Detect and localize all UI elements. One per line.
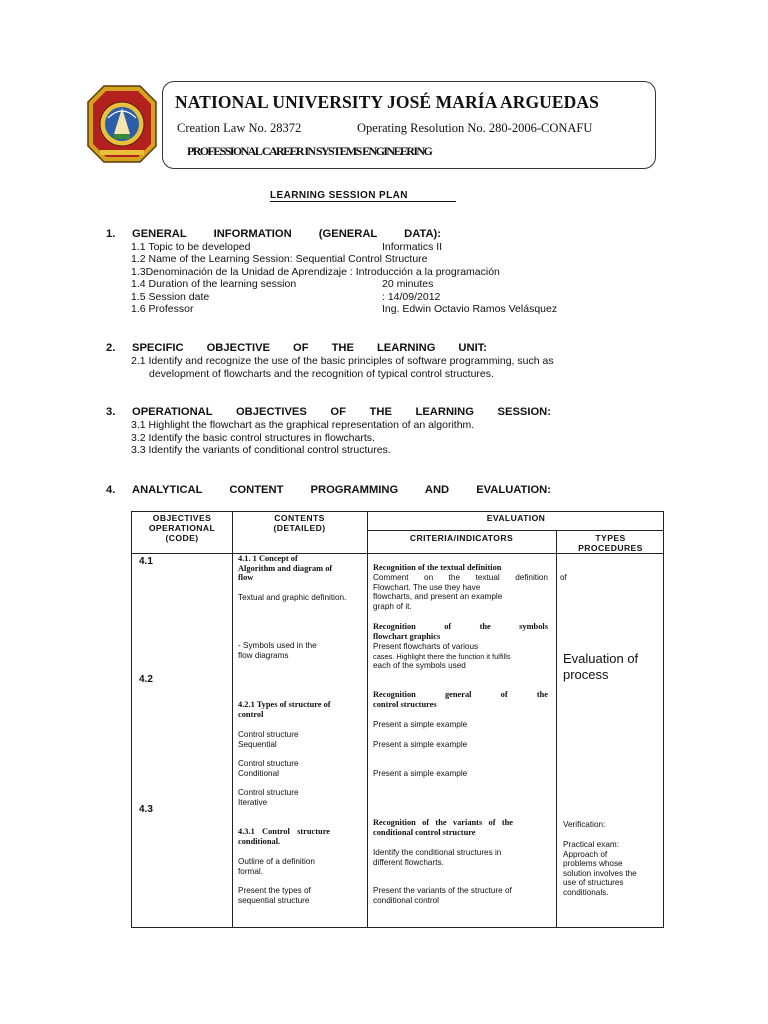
evaluation-of-process: Evaluation of process [563, 651, 639, 682]
criteria-example: Present a simple example [373, 740, 468, 749]
header-evaluation: EVALUATION [486, 513, 546, 523]
criteria-symbols-title: Recognition of the symbols flowchart graphics [373, 622, 548, 641]
content-symbols: - Symbols used in the flow diagrams [238, 641, 317, 660]
header-objectives: OBJECTIVES OPERATIONAL (CODE) [148, 513, 216, 543]
section-4-heading [106, 484, 551, 496]
section-2-heading [106, 342, 487, 354]
section-title: GENERAL INFORMATION (GENERAL DATA): [132, 228, 441, 240]
creation-law: Creation Law No. 28372 [177, 121, 302, 135]
info-label: 1.2 Name of the Learning Session: Sequential Control Structure [131, 253, 428, 265]
criteria-present-variants: Present the variants of the structure of conditional control [373, 886, 512, 905]
content-types-title: 4.2.1 Types of structure of control [238, 700, 331, 719]
criteria-symbols-text: Present flowcharts of various cases. Highlight there the function it fulfills each of the symbols used [373, 642, 511, 671]
criteria-textual-title: Recognition of the textual definition [373, 563, 502, 572]
university-seal-logo [86, 84, 158, 164]
objective-code: 4.1 [139, 556, 153, 567]
objective-line: 3.2 Identify the basic control structures in flowcharts. [131, 432, 375, 444]
section-title: OPERATIONAL OBJECTIVES OF THE LEARNING SESSION: [132, 406, 551, 418]
section-title: SPECIFIC OBJECTIVE OF THE LEARNING UNIT: [132, 342, 487, 354]
info-label: 1.4 Duration of the learning session [131, 278, 297, 290]
objective-code: 4.2 [139, 674, 153, 685]
operating-resolution: Operating Resolution No. 280-2006-CONAFU [357, 121, 593, 135]
verification-label: Verification: [563, 820, 606, 829]
objective-code: 4.3 [139, 804, 153, 815]
objective-line: 3.3 Identify the variants of conditional control structures. [131, 444, 391, 456]
objective-line: 3.1 Highlight the flowchart as the graphical representation of an algorithm. [131, 419, 475, 431]
content-sequential: Control structure Sequential [238, 730, 299, 749]
criteria-example: Present a simple example [373, 720, 468, 729]
info-label: 1.5 Session date [131, 291, 210, 303]
content-present-types: Present the types of sequential structure [238, 886, 311, 905]
info-label: 1.6 Professor [131, 303, 194, 315]
section-title: ANALYTICAL CONTENT PROGRAMMING AND EVALUATION: [132, 484, 551, 496]
content-definition: Outline of a definition formal. [238, 857, 315, 876]
content-text: Textual and graphic definition. [238, 593, 347, 602]
content-iterative: Control structure Iterative [238, 788, 299, 807]
university-name: NATIONAL UNIVERSITY JOSÉ MARÍA ARGUEDAS [175, 92, 599, 112]
criteria-identify: Identify the conditional structures in different flowcharts. [373, 848, 502, 867]
content-conditional: Control structure Conditional [238, 759, 299, 778]
section-1-heading [106, 228, 441, 240]
section-number: 3. [106, 406, 116, 418]
criteria-of: of [560, 573, 567, 582]
header-contents: CONTENTS (DETAILED) [273, 513, 326, 533]
header-types: TYPES PROCEDURES [578, 533, 643, 553]
objective-line: development of flowcharts and the recognition of typical control structures. [149, 368, 494, 380]
criteria-example: Present a simple example [373, 769, 468, 778]
criteria-variants-title: Recognition of the variants of the conditional control structure [373, 818, 513, 837]
document-title: LEARNING SESSION PLAN [270, 190, 456, 202]
section-number: 2. [106, 342, 116, 354]
info-value: Informatics II [382, 241, 443, 253]
section-number: 4. [106, 484, 116, 496]
criteria-textual-text: Comment on the textual definition Flowchart. The use they have flowcharts, and present an example graph of it. [373, 573, 548, 611]
info-label: 1.1 Topic to be developed [131, 241, 251, 253]
header-box [162, 81, 656, 169]
content-conditional-title: 4.3.1 Control structure conditional. [238, 827, 330, 846]
content-concept-title: 4.1. 1 Concept of Algorithm and diagram of flow [238, 554, 333, 583]
info-label: 1.3Denominación de la Unidad de Aprendizaje : Introducción a la programación [131, 266, 500, 278]
practical-exam: Practical exam: Approach of problems whose solution involves the use of structures conditionals. [563, 840, 637, 897]
info-value: : 14/09/2012 [382, 291, 441, 303]
evaluation-table [131, 511, 664, 928]
criteria-general-title: Recognition general of the control structures [373, 690, 548, 709]
career-name: PROFESSIONAL CAREER IN SYSTEMS ENGINEERING [187, 144, 432, 158]
header-criteria: CRITERIA/INDICATORS [409, 533, 514, 543]
section-number: 1. [106, 228, 116, 240]
info-value: 20 minutes [382, 278, 434, 290]
section-3-heading [106, 406, 551, 418]
objective-line: 2.1 Identify and recognize the use of the basic principles of software programming, such as [131, 355, 554, 367]
info-value: Ing. Edwin Octavio Ramos Velásquez [382, 303, 558, 315]
